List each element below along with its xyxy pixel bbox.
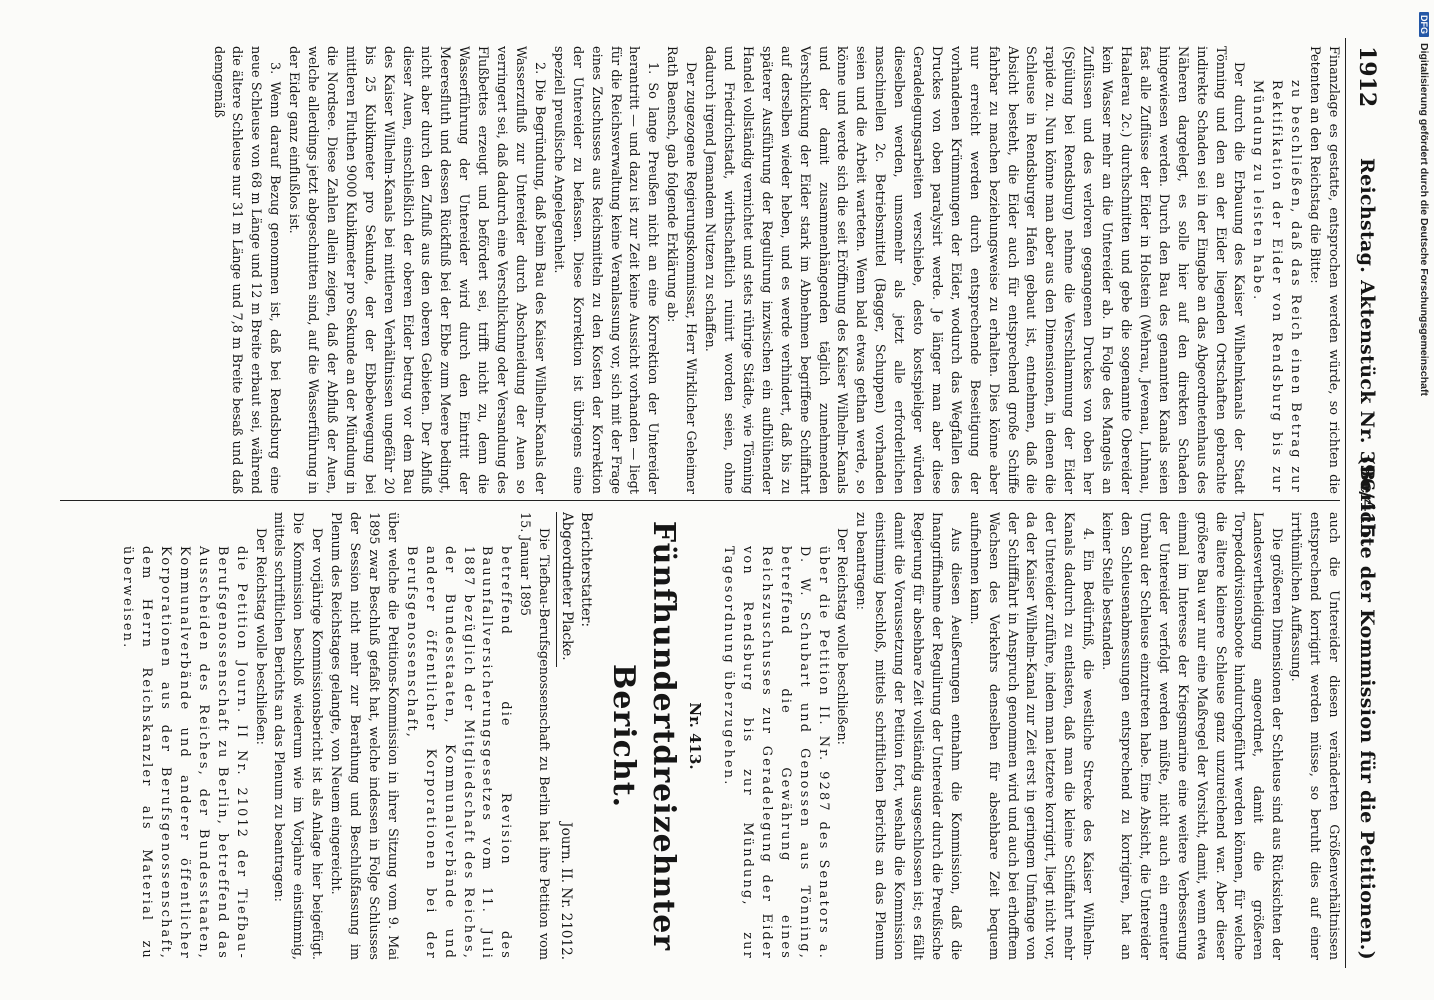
paragraph: Finanzlage es gestatte, entsprochen werden würde, so richten die Petenten an den Reichstag die Bitte: xyxy=(1307,46,1341,494)
report-number: Nr. 413. xyxy=(686,702,705,770)
paragraph: 2. Die Begründung, daß beim Bau des Kaiser Wilhelm-Kanals der Wasserzufluß zur Untereider durch Abschneidung der Auen so verringert sei, daß dadurch eine Verschlickung oder Versandung des Flußbettes erzeugt und befördert sei, trifft nicht zu, denn die Wasserführung der Untereider wird durch den Eintritt der Meeresfluth und dessen Rückfluß bei der Ebbe zum Meere bedingt, nicht aber durch den Zufluß aus den oberen Gebieten. Der Abfluß dieser Auen, einschließlich der oberen Eider betrug vor dem Bau des Kaiser Wilhelm-Kanals bei mittleren Verhältnissen ungefähr 20 bis 25 Kubikmeter pro Sekunde, der der Ebbebewegung bei mittleren Fluthen 9000 Kubikmeter pro Sekunde an der Mündung in die Nordsee. Diese Zahlen allein zeigen, daß der Abfluß der Auen, welche allerdings jetzt abgeschnitten sind, auf die Wasserführung in der Eider ganz einflußlos ist. xyxy=(286,46,547,494)
paragraph: Aus diesen Aeußerungen entnahm die Kommission, daß die Inangriffnahme der Regulirung der Untereider durch die Preußische Regierung für absehbare Zeit vollständig ausgeschlossen ist; es fällt damit die Voraussetzung der Petition fort, weshalb die Kommission einstimmig beschloß, mittels schriftlichen Berichts an das Plenum zu beantragen: xyxy=(853,512,963,960)
dfg-logo: DFG xyxy=(1419,12,1429,37)
paragraph: Der vorjährige Kommissionsbericht ist als Anlage hier beigefügt. Die Kommission beschloß wiederum wie im Vorjahre einstimmig, mittels schriftlichen Berichts an das Plenum zu beantragen: xyxy=(271,512,325,960)
report-title: Fünfhundertdreizehnter Bericht. xyxy=(606,520,682,952)
paragraph: 3. Wenn darauf Bezug genommen ist, daß bei Rendsburg eine neue Schleuse von 68 m Länge und 12 m Breite erbaut sei, während die ältere Schleuse nur 31 m Länge und 7,8 m Breite besaß und daß demgemäß xyxy=(210,46,283,494)
resolution-text: über die Petition II. Nr. 9287 des Senators a. D. W. Schubart und Genossen aus Tönning, betreffend die Gewährung eines Reichszuschusses zur Geradelegung der Eider von Rendsburg bis zur Mündung, zur Tagesordnung überzugehen. xyxy=(721,546,831,960)
paragraph: 4. Ein Bedürfniß, die westliche Strecke des Kaiser Wilhelm-Kanals dadurch zu entlasten, daß man die kleine Schiffahrt mehr der Untereider zuführe, indem man letztere korrigirt, liegt nicht vor, da der Kaiser Wilhelm-Kanal zur Zeit erst in geringem Umfange von der Schifffahrt in Anspruch genommen wird und auch bei erhofftem Wachsen des Verkehrs denselben für absehbare Zeit bequem aufnehmen kann. xyxy=(966,512,1096,960)
paragraph: Die Tiefbau-Berufsgenossenschaft zu Berlin hat ihre Petition vom 15. Januar 1895 xyxy=(517,512,552,960)
reporter-label: Berichterstatter: xyxy=(578,512,595,628)
petition-subject: betreffend die Revision des Bauunfallversicherungsgesetzes vom 11. Juli 1887 bezüglich der Mitgliedschaft des Reiches, der Bundesstaaten, Kommunalverbände und anderer öffentlicher Korporationen bei der Berufsgenossenschaft, xyxy=(403,546,514,960)
paragraph: Der durch die Erbauung des Kaiser Wilhelmkanals der Stadt Tönning und den an der Eider liegenden Ortschaften gebrachte indirekte Schaden sei in der Eingabe an das Abgeordnetenhaus des Näheren dargelegt, es solle hier auf den direkten Schaden hingewiesen werden. Durch den Bau des genannten Kanals seien fast alle Zuflüsse der Eider in Holstein (Wehrau, Jevenau, Luhnau, Haalerau 2c.) durchschnitten und gebe die sogenannte Obereider kein Wasser mehr an die Untereider ab. In Folge des Mangels an Zuflüssen und des verloren gegangenen Druckes von oben her (Spülung bei Rendsburg) nehme die Verschlammung der Eider rapide zu. Nun könne man aber aus den Dimensionen, in denen die Schleuse in Rendsburger Hafen gebaut ist, entnehmen, daß die Absicht besteht, die Eider auch für entsprechend große Schiffe fahrbar zu machen beziehungsweise zu erhalten. Dies könne aber nur erreicht werden durch entsprechende Beseitigung der vorhandenen Krümmungen der Eider, wodurch das Wegfallen des Druckes von oben paralysirt werde. Je länger man aber diese Geradelegungsarbeiten verschiebe, desto kostspieliger würden dieselben werden, umsomehr als jetzt alle erforderlichen maschinellen 2c. Betriebsmittel (Bagger, Schuppen) vorhanden seien und die Arbeit warteten. Wenn bald etwas gethan werde, so könne und werde sich die seit Eröffnung des Kaiser Wilhelm-Kanals und der damit zusammenhängenden täglich zunehmenden Verschlickung der Eider stark im Abnehmen begriffene Schiffahrt auf derselben wieder heben, und es werde verhindert, daß bis zu späterer Ausführung der Regulirung inzwischen ein aufblühender Handel vollständig vernichtet und stets rührige Städte, wie Tönning und Friedrichstadt, wirthschaftlich ruinirt worden seien, ohne dadurch irgend Jemandem Nutzen zu schaffen. xyxy=(702,46,1247,494)
reporter-block xyxy=(556,512,595,960)
petition-request: zu beschließen, daß das Reich einen Betrag zur Rektifikation der Eider von Rendsburg bis zur Mündung zu leisten habe. xyxy=(1250,80,1304,494)
left-column xyxy=(57,46,1342,494)
column-divider xyxy=(60,500,1340,501)
running-title: Reichstag. Aktenstück Nr. 396/415. xyxy=(1356,158,1378,546)
paragraph: Der Reichstag wolle beschließen: xyxy=(834,528,850,745)
paragraph: auch die Untereider diesen veränderten Größenverhältnissen entsprechend korrigirt werden müsse, so beruht dies auf einer irrthümlichen Auffassung. xyxy=(1288,512,1341,960)
paragraph: Die größeren Dimensionen der Schleuse sind aus Rücksichten der Landesvertheidigung angeordnet, damit die größeren Torpedodivisionsboote hindurchgeführt werden können, für welche die ältere kleinere Schleuse ganz unzureichend war. Aber dieser größere Bau war nur eine Maßregel der Vorsicht, damit, wenn etwa einmal im Interesse der Kriegsmarine eine weitere Verbesserung der Untereider verfolgt werden müßte, nicht auch ein erneuter Umbau der Schleuse einzutreten habe. Eine Absicht, die Untereider den Schleusenabmessungen entsprechend zu korrigiren, hat an keiner Stelle bestanden. xyxy=(1099,512,1285,960)
rotated-document-page xyxy=(52,38,1382,968)
page-number: 1912 xyxy=(1354,46,1380,108)
right-column xyxy=(57,512,1342,960)
page-header xyxy=(1345,38,1382,968)
dfg-credit xyxy=(1418,12,1430,396)
reporter-name: Abgeordneter Placke. xyxy=(559,512,576,661)
paragraph: über welche die Petitions-Kommission in ihrer Sitzung vom 9. Mai 1895 zwar Beschluß gefaßt hat, welche indessen in Folge Schlusses der Session nicht mehr zur Berathung und Beschlußfassung im Plenum des Reichstages gelangte, von Neuem eingereicht. xyxy=(328,512,400,960)
resolution-text: die Petition Journ. II Nr. 21012 der Tiefbau-Berufsgenossenschaft zu Berlin, betreffend das Ausscheiden des Reiches, der Bundesstaaten, Kommunalverbände und anderer öffentlicher Korporationen aus der Berufsgenossenschaft, dem Herrn Reichskanzler als Material zu überweisen. xyxy=(120,546,249,960)
paragraph: 1. So lange Preußen nicht an eine Korrektion der Untereider herantritt — und dazu ist zur Zeit keine Aussicht vorhanden — liegt für die Reichsverwaltung keine Veranlassung vor, sich mit der Frage eines Zuschusses aus Reichsmitteln zu den Kosten der Korrektion der Untereider zu befassen. Diese Korrektion ist übrigens eine speziell preußische Angelegenheit. xyxy=(550,46,661,494)
reporter xyxy=(556,512,595,667)
dfg-credit-text: Digitalisierung gefördert durch die Deutsche Forschungsgemeinschaft xyxy=(1418,43,1430,396)
paragraph: Der Reichstag wolle beschließen: xyxy=(252,528,268,745)
paragraph: Der zugezogene Regierungskommissar, Herr Wirklicher Geheimer Rath Baensch, gab folgende Erklärung ab: xyxy=(664,46,699,494)
journal-reference: Journ. II. Nr. 21012. xyxy=(558,822,575,960)
dfg-side-note xyxy=(1414,6,1432,994)
section-title: (Berichte der Kommission für die Petitionen.) xyxy=(1356,455,1378,960)
